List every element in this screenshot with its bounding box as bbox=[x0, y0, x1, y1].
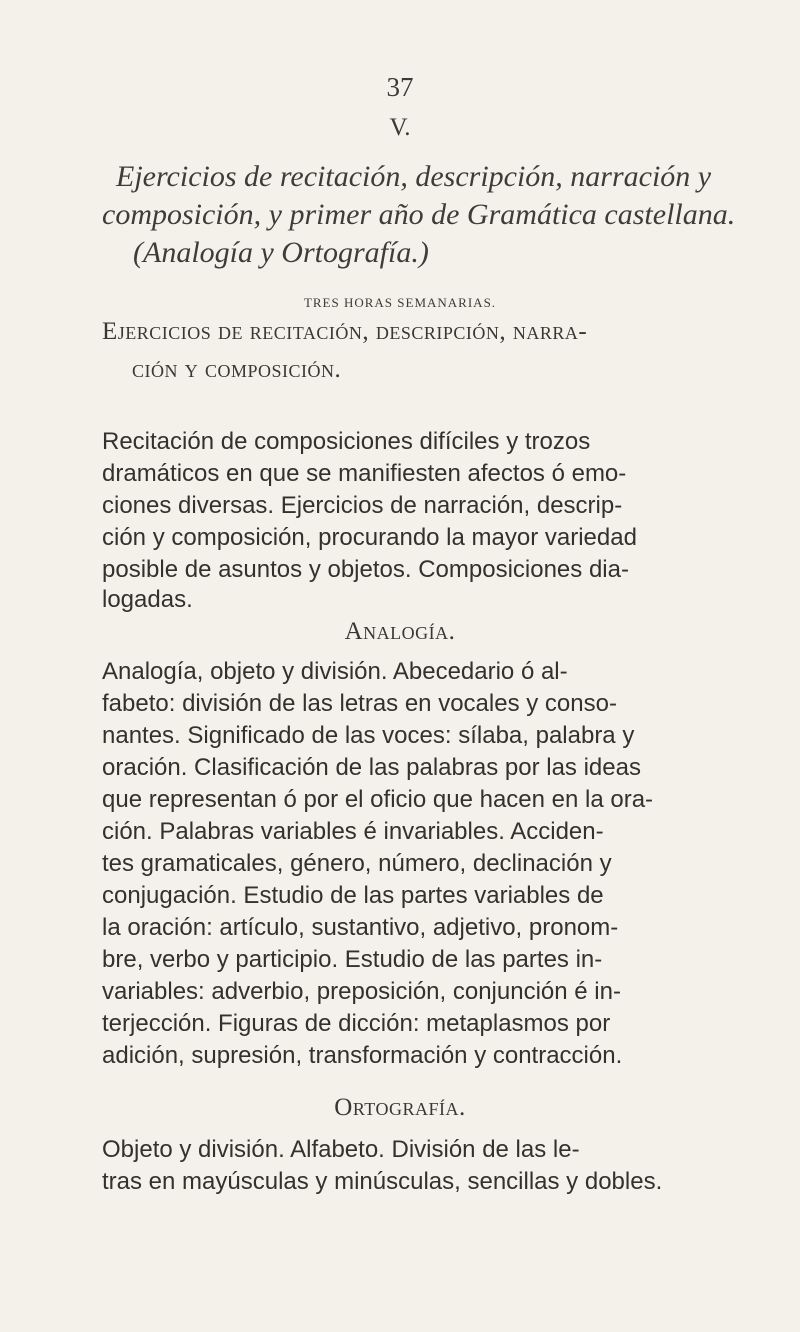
chapter-title-line-1: Ejercicios de recitación, descripción, narración y bbox=[116, 160, 712, 193]
section-number: V. bbox=[389, 114, 411, 141]
analogia-paragraph-line: tes gramaticales, género, número, declinación y bbox=[102, 850, 612, 877]
ortografia-heading: Ortografía. bbox=[334, 1094, 466, 1121]
ortografia-paragraph-line: Objeto y división. Alfabeto. División de las le- bbox=[102, 1136, 580, 1163]
recitation-paragraph-line: ciones diversas. Ejercicios de narración, descrip- bbox=[102, 492, 623, 519]
analogia-paragraph-line: Analogía, objeto y división. Abecedario ó al- bbox=[102, 658, 568, 685]
analogia-paragraph-line: oración. Clasificación de las palabras por las ideas bbox=[102, 754, 641, 781]
analogia-paragraph-line: variables: adverbio, preposición, conjunción é in- bbox=[102, 978, 621, 1005]
recitation-heading-line-2: ción y composición. bbox=[132, 356, 342, 383]
analogia-paragraph-line: que representan ó por el oficio que hacen en la ora- bbox=[102, 786, 654, 813]
analogia-paragraph-line: ción. Palabras variables é invariables. Acciden- bbox=[102, 818, 604, 845]
recitation-paragraph-line: dramáticos en que se manifiesten afectos ó emo- bbox=[102, 460, 627, 487]
recitation-paragraph-line: ción y composición, procurando la mayor variedad bbox=[102, 524, 637, 551]
chapter-title-line-2: composición, y primer año de Gramática castellana. bbox=[102, 198, 736, 231]
chapter-title-line-3: (Analogía y Ortografía.) bbox=[133, 236, 429, 269]
hours-note: TRES HORAS SEMANARIAS. bbox=[303, 295, 497, 310]
analogia-paragraph-line: conjugación. Estudio de las partes variables de bbox=[102, 882, 604, 909]
recitation-heading-line-1: Ejercicios de recitación, descripción, narra- bbox=[102, 318, 588, 345]
recitation-paragraph-line: posible de asuntos y objetos. Composiciones dia- bbox=[102, 556, 629, 583]
analogia-paragraph-line: fabeto: división de las letras en vocales y conso- bbox=[102, 690, 617, 717]
page-number: 37 bbox=[386, 72, 414, 102]
analogia-paragraph-line: nantes. Significado de las voces: sílaba, palabra y bbox=[102, 722, 635, 749]
analogia-paragraph-line: bre, verbo y participio. Estudio de las partes in- bbox=[102, 946, 603, 973]
analogia-heading: Analogía. bbox=[344, 618, 456, 645]
analogia-paragraph-line: adición, supresión, transformación y contracción. bbox=[102, 1042, 623, 1069]
recitation-paragraph-line: logadas. bbox=[102, 586, 193, 613]
recitation-paragraph-line: Recitación de composiciones difíciles y trozos bbox=[102, 428, 591, 455]
analogia-paragraph-line: la oración: artículo, sustantivo, adjetivo, pronom- bbox=[102, 914, 619, 941]
analogia-paragraph-line: terjección. Figuras de dicción: metaplasmos por bbox=[102, 1010, 611, 1037]
ortografia-paragraph-line: tras en mayúsculas y minúsculas, sencillas y dobles. bbox=[102, 1168, 663, 1195]
